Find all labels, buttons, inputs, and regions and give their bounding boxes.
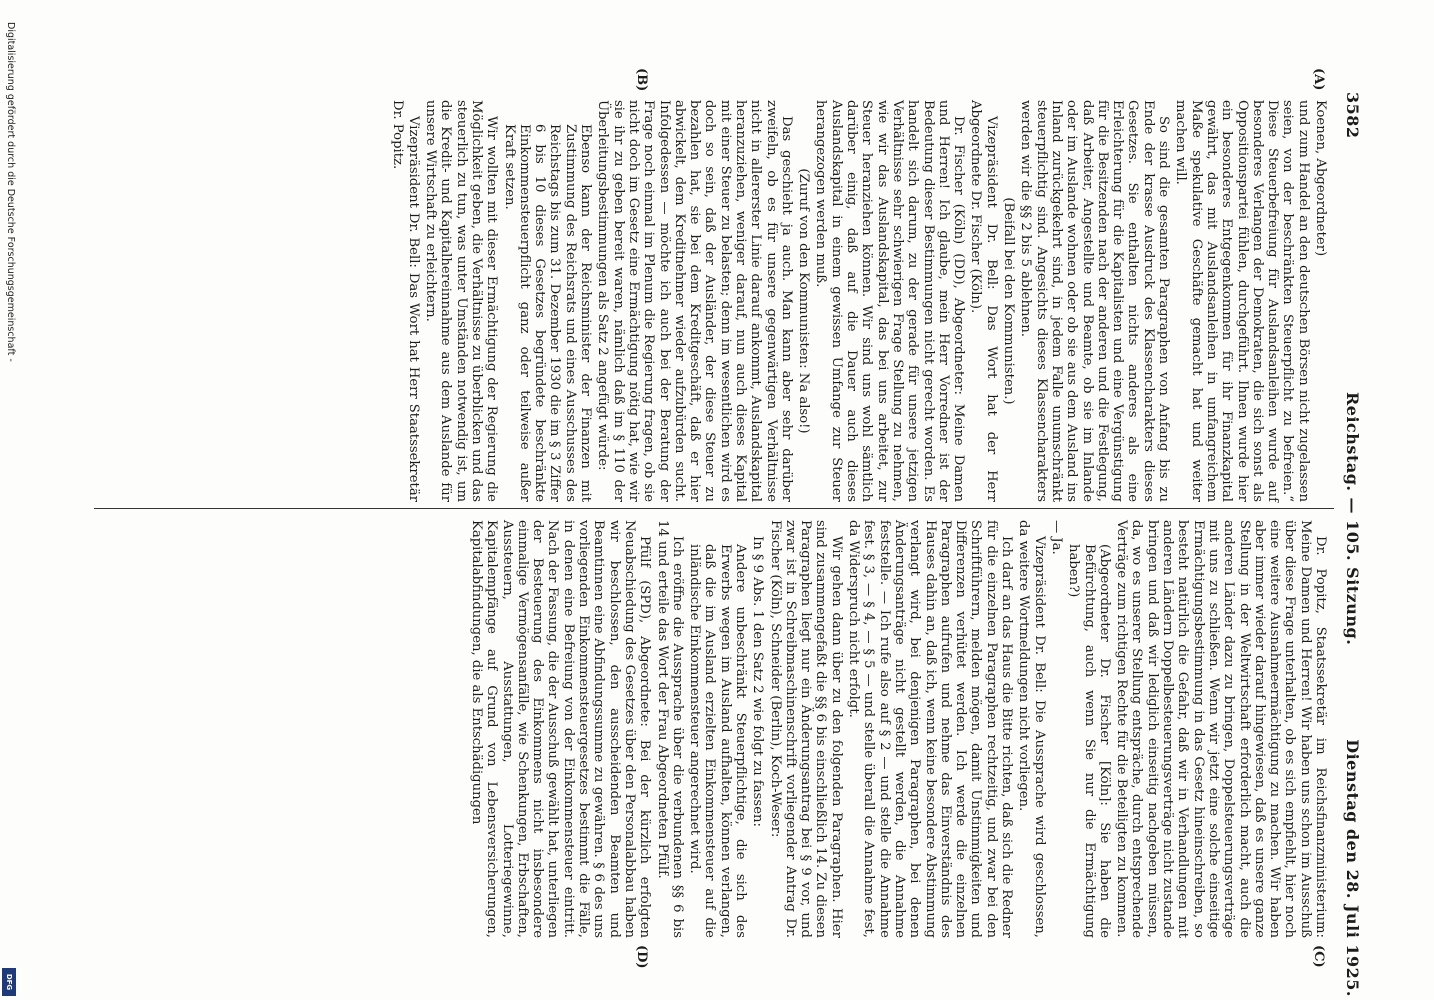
left-para-2: So sind die gesamten Paragraphen von Anfang bis zu Ende der krasse Ausdruck des Klassencharakters dieses Gesetzes. Sie enthalten nichts anderes als eine Erleichterung für die Kapitalisten und eine Vergünstigung für die Besitzenden nach der anderen und die Festlegung, daß Arbeiter, Angestellte und Beamte, ob sie im Inlande oder im Auslande wohnen oder ob sie aus dem Ausland ins Inland zurückgekehrt sind, in jedem Falle unumschränkt steuerpflichtig sind. Angesichts dieses Klassencharakters werden wir die §§ 2 bis 5 ablehnen.	[1018, 100, 1172, 502]
column-divider	[94, 508, 1334, 509]
left-para-5: Dr. Fischer (Köln) (DD), Abgeordneter: Meine Damen und Herren! Ich glaube, mein Herr Vorredner ist der Bedeutung dieser Bestimmungen nicht gerecht worden. Es handelt sich darum, zu der gerade für unsere jetzigen Verhältnisse sehr schwierigen Frage Stellung zu nehmen, wie wir das Auslandskapital, das bei uns arbeitet, zur Steuer heranziehen können. Wir sind uns wohl sämtlich darüber einig, daß auf die Dauer auch dieses Auslandskapital in einem gewissen Umfange zur Steuer herangezogen werden muß.	[813, 100, 967, 502]
margin-mark-d: (D)	[634, 945, 649, 969]
right-para-6: In § 9 Abs. 1 den Satz 2 wie folgt zu fassen:	[750, 536, 766, 827]
digitization-credit	[2, 22, 16, 998]
header-title: Reichstag. — 105. Sitzung.	[1343, 392, 1362, 646]
left-para-10: Vizepräsident Dr. Bell: Das Wort hat Herr Staatssekretär Dr. Popitz.	[390, 100, 421, 502]
dfg-logo-text: DFG	[5, 973, 13, 991]
left-para-4: Vizepräsident Dr. Bell: Das Wort hat der Herr Abgeordnete Dr. Fischer (Köln).	[968, 100, 999, 502]
right-para-0: Dr. Popitz, Staatssekretär im Reichsfinanzministerium: Meine Damen und Herren! Wir haben uns schon im Ausschuß über diese Frage unterhalten, ob es sich empfiehlt, hier noch eine weitere Ausnahmeermächtigung zu machen. Wir haben aber immer wieder darauf hingewiesen, daß es unsere ganze Stellung in der Weltwirtschaft erforderlich macht, auch die anderen Länder dazu zu bringen, Doppelsteuerungsverträge mit uns zu schließen. Wenn wir jetzt eine solche einseitige Ermächtigungsbestimmung in das Gesetz hineinschreiben, so besteht natürlich die Gefahr, daß wir in Verhandlungen mit anderen Ländern Doppelbesteuerungsverträge nicht zustande bringen und daß wir lediglich einseitig nachgeben müssen, da, wo es unserer Stellung entspräche, durch entsprechende Verträge zum richtigen Rechte für die Beteiligten zu kommen.	[1114, 520, 1328, 938]
digitization-credit-text: Digitalisierung gefördert durch die Deutsche Forschungsgemeinschaft -	[5, 22, 16, 362]
right-para-1: (Abgeordneter Dr. Fischer [Köln]: Sie haben die Befürchtung, auch wenn Sie nur die Ermächtigung haben?)	[1066, 544, 1112, 938]
margin-mark-b: (B)	[634, 68, 649, 92]
page-header	[1336, 92, 1362, 997]
right-para-2: — Ja.	[1048, 520, 1064, 555]
right-para-4: Ich darf an das Haus die Bitte richten, daß sich die Redner für die einzelnen Paragraphen rechtzeitig, und zwar bei den Schriftführern, melden mögen, damit Unstimmigkeiten und Differenzen verhütet werden. Ich werde die einzelnen Paragraphen aufrufen und nehme das Einverständnis des Hauses dahin an, daß ich, wenn keine besondere Abstimmung verlangt wird, bei denjenigen Paragraphen, bei denen Änderungsanträge nicht gestellt werden, die Annahme feststelle. — Ich rufe also auf § 2 — und stelle die Annahme fest. § 3, — § 4, — § 5 — und stelle überall die Annahme fest, da Widerspruch nicht erfolgt.	[846, 520, 1015, 938]
left-para-0: Koenen, Abgeordneter)	[1313, 100, 1328, 257]
header-date: Dienstag den 28. Juli 1925.	[1343, 739, 1362, 997]
dfg-logo	[2, 968, 16, 996]
left-para-7: Das geschieht ja auch. Man kann aber sehr darüber zweifeln, ob es für unsere gegenwärtigen Verhältnisse nicht in allererster Linie darauf ankommt, Auslandskapital heranzuziehen, weniger darauf, nun auch dieses Kapital mit einer Steuer zu belasten; denn im wesentlichen wird es doch so sein, daß der Ausländer, der diese Steuer zu bezahlen hat, sie bei dem Kreditgeschäft, daß er hier abwickelt, dem Kreditnehmer wieder aufzubürden sucht. Infolgedessen — möchte ich auch bei der Beratung der Frage noch einmal im Plenum die Regierung fragen, ob sie nicht doch im Gesetz eine Ermächtigung nötig hat, wie wir sie ihr zu geben bereit waren, nämlich daß im § 110 der Überleitungsbestimmungen als Satz 2 angefügt würde:	[595, 100, 794, 502]
right-para-8: Ich eröffne die Aussprache über die verbundenen §§ 6 bis 14 und erteile das Wort der Frau Abgeordneten Pfülf.	[654, 520, 685, 938]
right-para-3: Vizepräsident Dr. Bell: Die Aussprache wird geschlossen, da weitere Wortmeldungen nicht vorliegen.	[1016, 520, 1047, 938]
right-para-7: Andere unbeschränkt Steuerpflichtige, die sich des Erwerbs wegen im Ausland aufhalten, können verlangen, daß die im Ausland erzielten Einkommensteuer auf die inländische Einkommensteuer angerechnet wird.	[687, 544, 749, 938]
page-number: 3582	[1343, 92, 1362, 139]
right-column	[467, 520, 1328, 938]
left-para-9: Wir wollten mit dieser Ermächtigung der Regierung die Möglichkeit geben, die Verhältnisse zu überblicken und das steuerlich zu tun, was unter Umständen notwendig ist, um die Kredit- und Kapitalhereinnahme aus dem Auslande für unsere Wirtschaft zu erleichtern.	[423, 100, 500, 502]
right-para-5: Wir gehen dann über zu den folgenden Paragraphen. Hier sind zusammengefaßt die §§ 6 bis einschließlich 14. Zu diesen Paragraphen liegt nur ein Änderungsantrag bei § 9 vor, und zwar ist in Schreibmaschinenschrift vorliegender Antrag Dr. Fischer (Köln), Schneider (Berlin), Koch-Weser:	[767, 520, 844, 938]
left-column	[388, 100, 1328, 502]
left-para-8: Ebenso kann der Reichsminister der Finanzen mit Zustimmung des Reichsrats und eines Ausschusses des Reichstags bis zum 31. Dezember 1930 die im § 3 Ziffer 6 bis 10 dieses Gesetzes begründete beschränkte Einkommensteuerpflicht ganz oder teilweise außer Kraft setzen.	[501, 124, 594, 502]
margin-mark-c: (C)	[1311, 945, 1326, 968]
left-para-1: und zum Handel an den deutschen Börsen nicht zugelassen seien, von der beschränkten Steuerpflicht zu befreien.“ Diese Steuerbefreiung für Auslandsanleihen wurde auf besonderes Verlangen der Demokraten, die sich sonst als Oppositionspartei fühlen, durchgeführt. Ihnen wurde hier ein besonderes Entgegenkommen für ihr Finanzkapital gewährt, das mit Auslandsanleihen in umfangreichem Maße spekulative Geschäfte gemacht hat und weiter machen will.	[1173, 100, 1311, 502]
right-para-9: Pfülf (SPD), Abgeordnete: Bei der kürzlich erfolgten Neuabschiedung des Gesetzes über den Personalabbau haben wir beschlossen, den ausscheidenden Beamten und Beamtinnen eine Abfindungssumme zu gewähren. § 6 des uns vorliegenden Einkommensteuergesetzes bestimmt die Fälle, in denen eine Befreiung von der Einkommensteuer eintritt. Nach der Fassung, die der Ausschuß gewählt hat, unterliegen der Besteuerung des Einkommens nicht insbesondere einmalige Vermögensanfälle, wie Schenkungen, Erbschaften, Aussteuern, Ausstattungen, Lotteriegewinne, Kapitalempfänge auf Grund von Lebensversicherungen, Kapitalabfindungen, die als Entschädigungen	[468, 520, 653, 938]
left-para-3: (Beifall bei den Kommunisten.)	[1001, 197, 1017, 405]
margin-mark-a: (A)	[1311, 68, 1326, 91]
left-para-6: (Zuruf von den Kommunisten: Na also!)	[796, 168, 812, 434]
